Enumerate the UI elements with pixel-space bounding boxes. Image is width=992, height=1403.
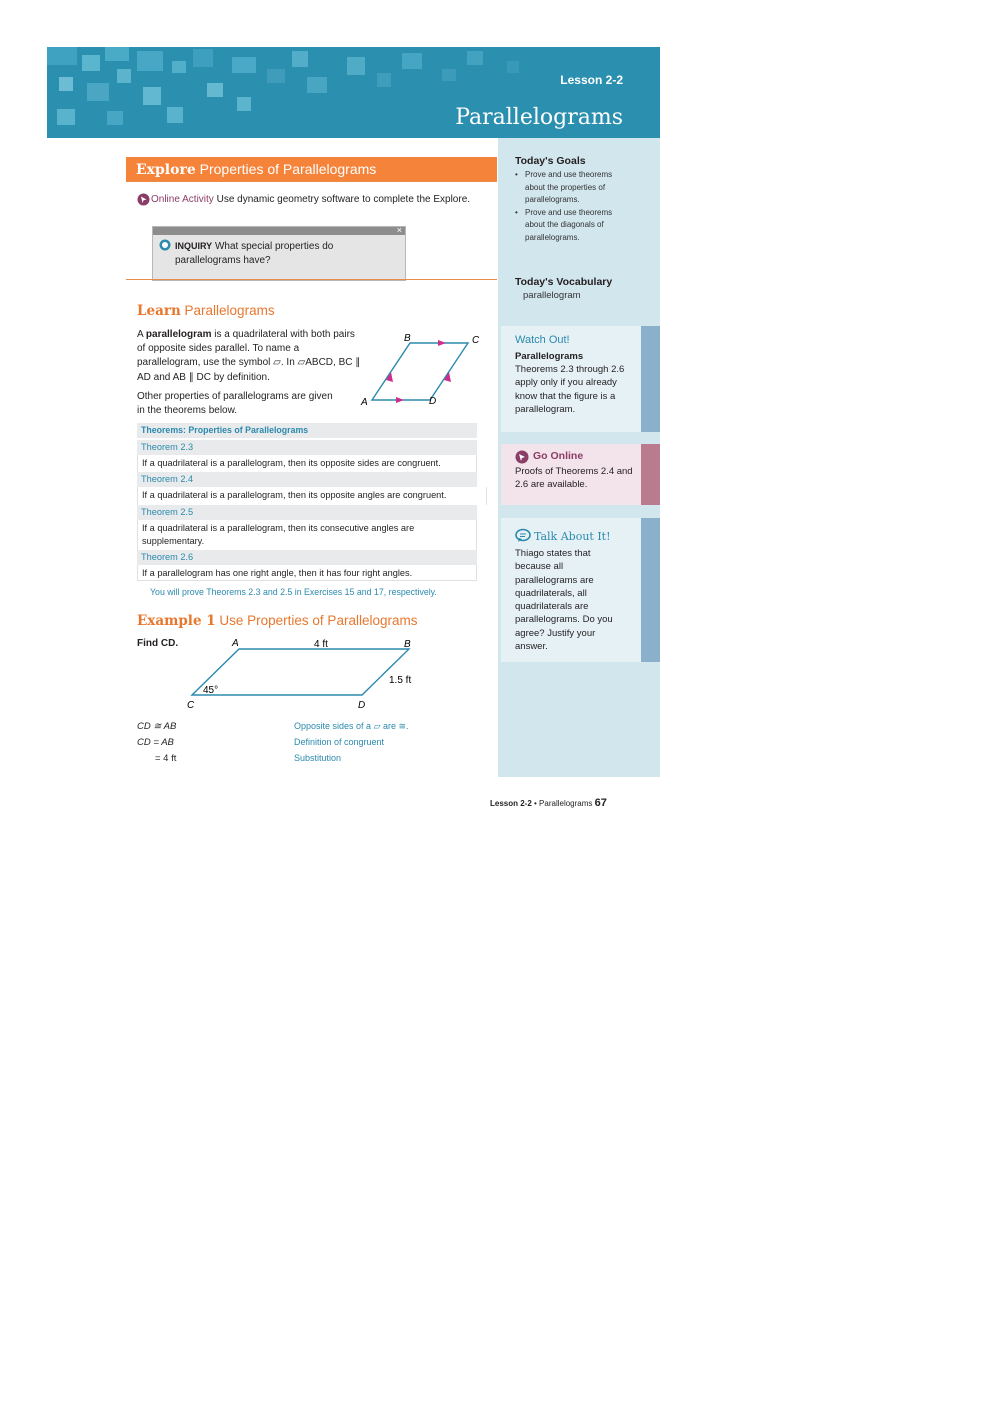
page-number: 67: [594, 797, 607, 809]
page-footer: Lesson 2-2 • Parallelograms 67: [490, 797, 607, 809]
step-reason: Substitution: [294, 753, 342, 763]
theorem-text: If a quadrilateral is a parallelogram, then its consecutive angles are supplementary.: [137, 520, 477, 550]
vertex-label-c: C: [187, 700, 195, 711]
vocab-heading: Today's Vocabulary: [515, 276, 613, 288]
step-reason: Opposite sides of a ▱ are ≅.: [294, 721, 409, 731]
parallelogram-figure: [356, 330, 486, 408]
learn-paragraph-1: A parallelogram is a quadrilateral with both pairs of opposite sides parallel. To name a parallelogram, use the symbol ▱. In ▱ABCD, BC ∥ AD and AB ∥ DC by definition.: [137, 329, 361, 383]
theorem-name: Theorem 2.6: [137, 550, 477, 565]
lesson-banner: [47, 47, 660, 138]
step-statement: CD = AB: [137, 737, 174, 748]
watch-out-subtitle: Parallelograms: [515, 351, 584, 362]
inquiry-text: What special properties do parallelograms have?: [175, 241, 334, 267]
theorems-note: You will prove Theorems 2.3 and 2.5 in Exercises 15 and 17, respectively.: [150, 587, 437, 597]
goals-heading: Today's Goals: [515, 155, 586, 167]
watch-out-text: Theorems 2.3 through 2.6 apply only if you already know that the figure is a parallelogram.: [515, 364, 625, 415]
example-figure: [180, 632, 430, 712]
vocab-term[interactable]: parallelogram: [523, 290, 581, 301]
talk-about-text: Thiago states that because all parallelograms are quadrilaterals, all quadrilaterals are parallelograms. Do you agree? Justify your answer.: [515, 548, 613, 653]
vertex-label-a: A: [361, 397, 368, 408]
vertex-label-d: D: [429, 396, 437, 407]
footer-topic: Parallelograms: [539, 799, 593, 808]
online-activity[interactable]: [151, 193, 481, 207]
example-heading: [137, 613, 417, 629]
step-reason: Definition of congruent: [294, 737, 385, 747]
footer-lesson: Lesson 2-2: [490, 799, 532, 808]
go-online-text: Proofs of Theorems 2.4 and 2.6 are available.: [515, 466, 633, 491]
theorem-text: If a parallelogram has one right angle, then it has four right angles.: [137, 565, 477, 581]
explore-title: Properties of Parallelograms: [199, 161, 377, 177]
goal-item: • Prove and use theorems about the properties of parallelograms.: [515, 169, 620, 207]
online-activity-label: Online Activity: [151, 194, 214, 205]
vertex-label-b: B: [404, 333, 411, 344]
explore-word: Explore: [136, 162, 196, 178]
vocab-parallelogram[interactable]: parallelogram: [145, 329, 212, 340]
learn-paragraph-2: Other properties of parallelograms are given in the theorems below.: [137, 391, 333, 417]
learn-heading: [137, 303, 275, 319]
explore-header: [126, 157, 497, 181]
side-length-label: 4 ft: [314, 639, 328, 650]
lesson-number: Lesson 2-2: [560, 73, 623, 87]
learn-title: Parallelograms: [184, 303, 275, 318]
online-activity-icon: [137, 193, 150, 206]
inquiry-icon: [159, 239, 171, 251]
watch-out-title: Watch Out!: [515, 334, 570, 346]
theorem-text: If a quadrilateral is a parallelogram, then its opposite angles are congruent.: [137, 487, 487, 505]
step-statement: = 4 ft: [155, 753, 177, 764]
side-length-label: 1.5 ft: [389, 675, 412, 686]
vertex-label-d: D: [358, 700, 366, 711]
vertex-label-c: C: [472, 335, 480, 346]
learn-word: Learn: [137, 303, 181, 319]
close-icon[interactable]: ×: [396, 225, 402, 235]
goal-item: • Prove and use theorems about the diagonals of parallelograms.: [515, 207, 620, 245]
page-title: Parallelograms: [455, 105, 623, 130]
angle-label: 45°: [203, 685, 219, 696]
theorem-text: If a quadrilateral is a parallelogram, then its opposite sides are congruent.: [137, 455, 477, 472]
speech-bubbles-icon: [515, 528, 533, 544]
step-statement: CD ≅ AB: [137, 721, 177, 732]
goals-list: [515, 169, 620, 244]
example-prompt: Find CD.: [137, 638, 179, 649]
inquiry-box[interactable]: [152, 226, 406, 281]
inquiry-label: INQUIRY: [175, 241, 213, 251]
online-activity-text: Use dynamic geometry software to complete the Explore.: [216, 194, 471, 205]
go-online-title[interactable]: Go Online: [533, 450, 584, 462]
theorem-name: Theorem 2.3: [137, 440, 477, 455]
theorem-name: Theorem 2.5: [137, 505, 477, 520]
example-title: Use Properties of Parallelograms: [219, 613, 418, 628]
theorems-heading: Theorems: Properties of Parallelograms: [137, 423, 477, 438]
go-online-icon: [515, 450, 529, 464]
example-word: Example 1: [137, 613, 216, 629]
vertex-label-b: B: [404, 639, 411, 650]
talk-about-title: Talk About It!: [534, 530, 611, 543]
vertex-label-a: A: [232, 638, 239, 649]
theorem-name: Theorem 2.4: [137, 472, 477, 487]
